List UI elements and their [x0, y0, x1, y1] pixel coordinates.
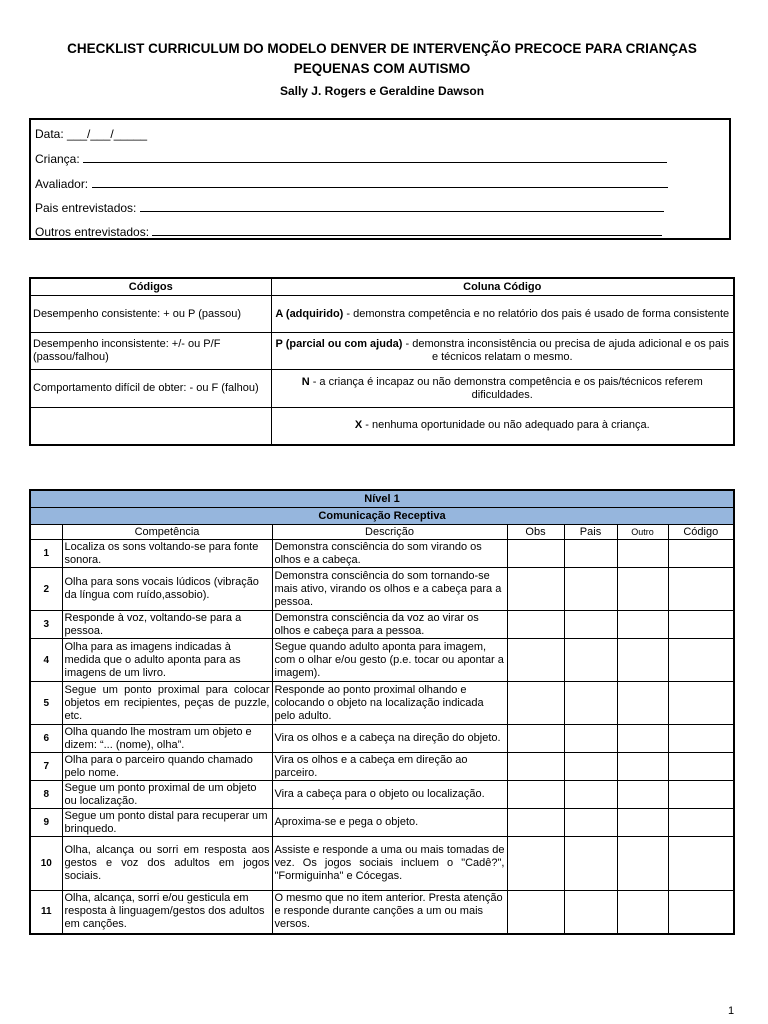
obs-cell[interactable]	[507, 682, 564, 725]
codigo-cell[interactable]	[668, 568, 734, 611]
date-field[interactable]: Data: ___/___/_____	[35, 127, 148, 141]
table-row: 2 Olha para sons vocais lúdicos (vibração da língua com ruído,assobio). Demonstra consciência do som tornando-se mais ativo, virando os olhos e a cabeça para a pessoa.	[30, 568, 734, 611]
table-row: 1 Localiza os sons voltando-se para fonte sonora. Demonstra consciência do som virando os olhos e a cabeça.	[30, 540, 734, 568]
pais-cell[interactable]	[564, 568, 617, 611]
codigo-cell[interactable]	[668, 781, 734, 809]
pais-cell[interactable]	[564, 809, 617, 837]
info-box	[29, 118, 731, 240]
pais-cell[interactable]	[564, 725, 617, 753]
pais-cell[interactable]	[564, 611, 617, 639]
obs-cell[interactable]	[507, 639, 564, 682]
obs-cell[interactable]	[507, 753, 564, 781]
outro-cell[interactable]	[617, 639, 668, 682]
codigo-cell[interactable]	[668, 611, 734, 639]
outro-cell[interactable]	[617, 809, 668, 837]
codigo-cell[interactable]	[668, 682, 734, 725]
title-line-2: PEQUENAS COM AUTISMO	[293, 61, 471, 76]
outro-cell[interactable]	[617, 837, 668, 891]
pais-cell[interactable]	[564, 837, 617, 891]
pais-cell[interactable]	[564, 682, 617, 725]
codes-header: Códigos	[30, 278, 271, 296]
outro-cell[interactable]	[617, 611, 668, 639]
pais-cell[interactable]	[564, 540, 617, 568]
page-number: 1	[728, 1005, 735, 1017]
col-competencia: Competência	[62, 525, 272, 540]
code-column-header: Coluna Código	[271, 278, 734, 296]
obs-cell[interactable]	[507, 837, 564, 891]
obs-cell[interactable]	[507, 809, 564, 837]
outro-cell[interactable]	[617, 753, 668, 781]
obs-cell[interactable]	[507, 891, 564, 934]
title-line-1: CHECKLIST CURRICULUM DO MODELO DENVER DE INTERVENÇÃO PRECOCE PARA CRIANÇAS	[67, 41, 697, 56]
obs-cell[interactable]	[507, 568, 564, 611]
level-table	[29, 489, 735, 935]
evaluator-field[interactable]: Avaliador:	[35, 177, 668, 191]
col-obs: Obs	[507, 525, 564, 540]
document-title	[30, 39, 734, 79]
codes-row: Comportamento difícil de obter: - ou F (falhou) N - a criança é incapaz ou não demonstra competência e os pais/técnicos referem dificuldades.	[30, 370, 734, 408]
codes-row: Desempenho inconsistente: +/- ou P/F (passou/falhou) P (parcial ou com ajuda) - demonstra inconsistência ou precisa de ajuda adicional e os pais e técnicos relatam o mesmo.	[30, 333, 734, 370]
outro-cell[interactable]	[617, 781, 668, 809]
outro-cell[interactable]	[617, 540, 668, 568]
codigo-cell[interactable]	[668, 639, 734, 682]
pais-cell[interactable]	[564, 639, 617, 682]
table-row: 4 Olha para as imagens indicadas à medida que o adulto aponta para as imagens de um livro. Segue quando adulto aponta para imagem, com o olhar e/ou gesto (p.e. tocar ou apontar a imagem).	[30, 639, 734, 682]
codes-row: Desempenho consistente: + ou P (passou) A (adquirido) - demonstra competência e no relatório dos pais é usado de forma consistente	[30, 296, 734, 333]
parents-field[interactable]: Pais entrevistados:	[35, 201, 664, 215]
col-descricao: Descrição	[272, 525, 507, 540]
codes-table	[29, 277, 735, 446]
outro-cell[interactable]	[617, 682, 668, 725]
level-subtitle: Comunicação Receptiva	[30, 508, 734, 525]
table-row: 3 Responde à voz, voltando-se para a pessoa. Demonstra consciência da voz ao virar os olhos e cabeça para a pessoa.	[30, 611, 734, 639]
authors: Sally J. Rogers e Geraldine Dawson	[279, 84, 485, 98]
table-row: 10 Olha, alcança ou sorri em resposta aos gestos e voz dos adultos em jogos sociais. Assiste e responde a uma ou mais tomadas de vez. Os jogos sociais incluem o "Cadê?", "Formiguinha" e Cócegas.	[30, 837, 734, 891]
codes-row: X - nenhuma oportunidade ou não adequado para à criança.	[30, 408, 734, 445]
outro-cell[interactable]	[617, 891, 668, 934]
child-field[interactable]: Criança:	[35, 152, 667, 166]
col-outro: Outro	[617, 525, 668, 540]
table-row: 9 Segue um ponto distal para recuperar um brinquedo. Aproxima-se e pega o objeto.	[30, 809, 734, 837]
col-codigo: Código	[668, 525, 734, 540]
obs-cell[interactable]	[507, 611, 564, 639]
outro-cell[interactable]	[617, 725, 668, 753]
codigo-cell[interactable]	[668, 837, 734, 891]
pais-cell[interactable]	[564, 891, 617, 934]
pais-cell[interactable]	[564, 753, 617, 781]
obs-cell[interactable]	[507, 540, 564, 568]
table-row: 6 Olha quando lhe mostram um objeto e dizem: “... (nome), olha”. Vira os olhos e a cabeça na direção do objeto.	[30, 725, 734, 753]
codigo-cell[interactable]	[668, 809, 734, 837]
outro-cell[interactable]	[617, 568, 668, 611]
codigo-cell[interactable]	[668, 725, 734, 753]
column-headers	[30, 525, 734, 540]
obs-cell[interactable]	[507, 781, 564, 809]
table-row: 8 Segue um ponto proximal de um objeto ou localização. Vira a cabeça para o objeto ou localização.	[30, 781, 734, 809]
table-row: 5 Segue um ponto proximal para colocar objetos em recipientes, peças de puzzle, etc. Responde ao ponto proximal olhando e colocando o objeto na localização indicada pelo adulto.	[30, 682, 734, 725]
col-pais: Pais	[564, 525, 617, 540]
pais-cell[interactable]	[564, 781, 617, 809]
obs-cell[interactable]	[507, 725, 564, 753]
codigo-cell[interactable]	[668, 891, 734, 934]
codigo-cell[interactable]	[668, 540, 734, 568]
table-row: 11 Olha, alcança, sorri e/ou gesticula em resposta à linguagem/gestos dos adultos em canções. O mesmo que no item anterior. Presta atenção e responde durante canções a um ou mais versos.	[30, 891, 734, 934]
level-title: Nível 1	[30, 490, 734, 508]
others-field[interactable]: Outros entrevistados:	[35, 225, 662, 239]
table-row: 7 Olha para o parceiro quando chamado pelo nome. Vira os olhos e a cabeça em direção ao parceiro.	[30, 753, 734, 781]
codigo-cell[interactable]	[668, 753, 734, 781]
